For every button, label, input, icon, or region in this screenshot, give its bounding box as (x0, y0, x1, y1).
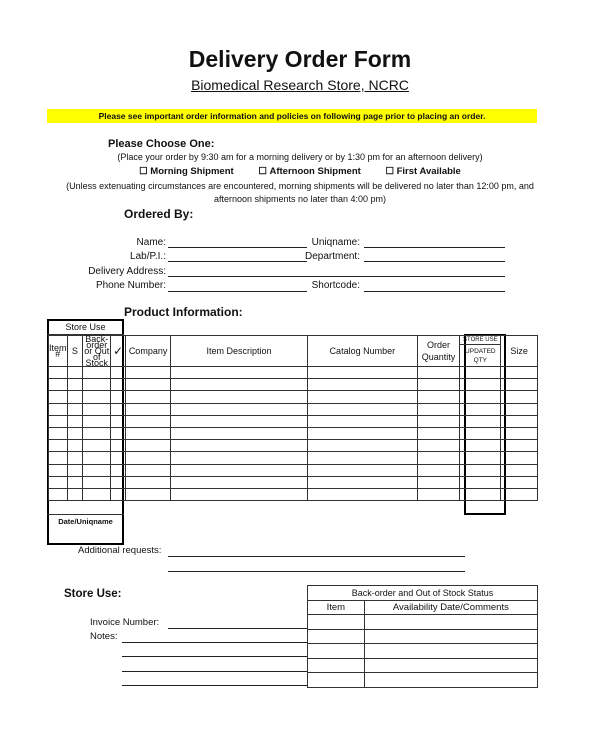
table-row[interactable] (49, 464, 538, 476)
status-title-row (308, 586, 538, 601)
status-row[interactable] (308, 615, 538, 630)
additional-requests-label: Additional requests: (78, 545, 162, 556)
col-size-header: Size (501, 336, 538, 367)
shortcode-label: Shortcode: (311, 280, 360, 291)
uniqname-field[interactable] (364, 247, 505, 248)
additional-requests-line-2[interactable] (168, 571, 465, 572)
invoice-field[interactable] (168, 628, 307, 629)
afternoon-shipment-label: Afternoon Shipment (269, 166, 361, 177)
morning-shipment-option[interactable]: ☐ Morning Shipment (139, 166, 234, 177)
ordered-by-title: Ordered By: (124, 207, 194, 221)
col-backorder-header: Back-order or Out of Stock (84, 334, 110, 368)
important-notice: Please see important order information and policies on following page prior to placing an order. (47, 109, 537, 123)
status-row[interactable] (308, 673, 538, 688)
form-subtitle: Biomedical Research Store, NCRC (191, 77, 409, 93)
afternoon-shipment-option[interactable]: ☐ Afternoon Shipment (258, 166, 361, 177)
table-row[interactable] (49, 403, 538, 415)
notes-line-4[interactable] (122, 685, 307, 686)
phone-field[interactable] (168, 291, 307, 292)
date-divider (47, 514, 124, 515)
table-row[interactable] (49, 367, 538, 379)
col-order-qty-header: Order Quantity (417, 336, 460, 367)
shortcode-field[interactable] (364, 291, 505, 292)
address-label: Delivery Address: (88, 266, 166, 277)
delivery-note-2: afternoon shipments no later than 4:00 pm) (213, 194, 387, 204)
status-row[interactable] (308, 629, 538, 644)
choose-title: Please Choose One: (108, 138, 215, 150)
morning-shipment-label: Morning Shipment (150, 166, 234, 177)
invoice-label: Invoice Number: (90, 617, 160, 628)
delivery-note-1: (Unless extenuating circumstances are encountered, morning shipments will be delivered no later than 12:00 pm, and (66, 181, 534, 191)
department-field[interactable] (364, 261, 505, 262)
order-deadline-note: (Place your order by 9:30 am for a morning delivery or by 1:30 pm for an afternoon delivery) (117, 152, 483, 162)
table-row[interactable] (49, 476, 538, 488)
col-check-header: ✓ (111, 336, 126, 367)
product-header-row (49, 336, 538, 367)
product-info-title: Product Information: (124, 305, 243, 319)
first-available-option[interactable]: ☐ First Available (385, 166, 461, 177)
additional-requests-line-1[interactable] (168, 556, 465, 557)
notes-line-1[interactable] (122, 642, 307, 643)
status-col-avail: Availability Date/Comments (364, 600, 537, 615)
notes-line-3[interactable] (122, 671, 307, 672)
notes-line-2[interactable] (122, 656, 307, 657)
notes-label: Notes: (90, 631, 118, 642)
date-uniqname-label: Date/Uniqname (58, 517, 113, 526)
table-row[interactable] (49, 440, 538, 452)
table-row[interactable] (49, 452, 538, 464)
form-title: Delivery Order Form (188, 46, 412, 72)
status-title: Back-order and Out of Stock Status (308, 586, 538, 601)
table-row[interactable] (49, 415, 538, 427)
uniqname-label: Uniqname: (311, 237, 360, 248)
status-row[interactable] (308, 644, 538, 659)
table-row[interactable] (49, 488, 538, 500)
shipment-options (0, 166, 600, 177)
store-use-section-title: Store Use: (64, 588, 122, 600)
name-label: Name: (136, 237, 166, 248)
col-updated-qty-header (460, 336, 501, 367)
backorder-status-table (307, 585, 538, 688)
department-label: Department: (304, 251, 360, 262)
col-catalog-header: Catalog Number (308, 336, 417, 367)
store-use-label: Store Use (65, 322, 106, 332)
col-description-header: Item Description (171, 336, 308, 367)
col-s-header: S (67, 336, 83, 367)
product-table (48, 335, 538, 501)
status-header-row (308, 600, 538, 615)
phone-label: Phone Number: (95, 280, 166, 291)
updated-qty-label: UPDATED QTY (465, 348, 496, 364)
lab-label: Lab/P.I.: (130, 251, 166, 262)
store-use-small-label: STORE USE (460, 336, 500, 345)
col-company-header: Company (126, 336, 171, 367)
status-col-item: Item (308, 600, 365, 615)
table-row[interactable] (49, 427, 538, 439)
table-row[interactable] (49, 391, 538, 403)
first-available-label: First Available (396, 166, 461, 177)
table-row[interactable] (49, 379, 538, 391)
address-field[interactable] (168, 276, 505, 277)
status-row[interactable] (308, 658, 538, 673)
col-item-header: Item # (49, 336, 68, 367)
